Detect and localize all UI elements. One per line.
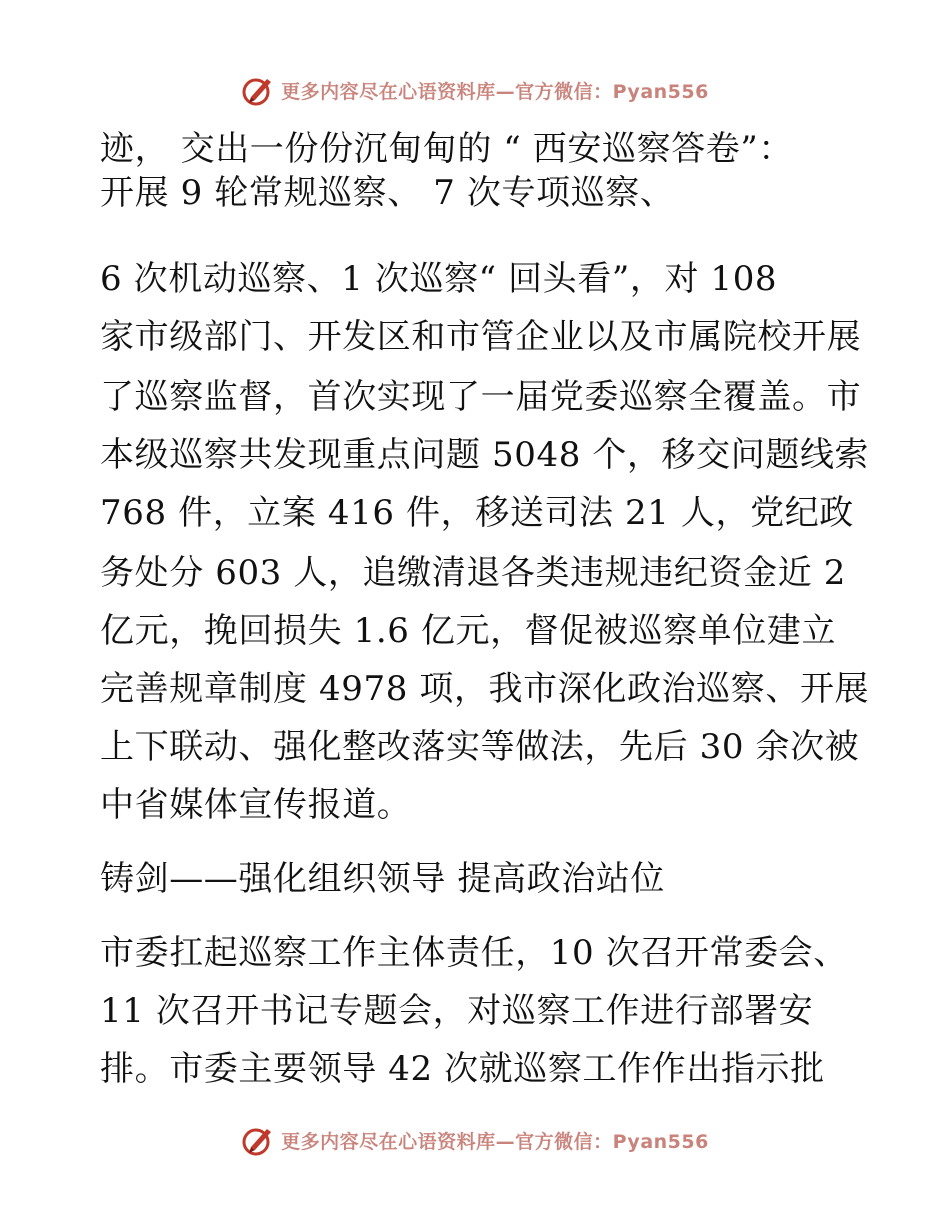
watermark-text: 更多内容尽在心语资料库—官方微信：Pyan556 bbox=[281, 1130, 709, 1153]
text-line-16: 排。市委主要领导 42 次就巡察工作作出指示批 bbox=[100, 1049, 825, 1089]
text-line-14: 市委扛起巡察工作主体责任，10 次召开常委会、 bbox=[100, 933, 848, 973]
text-line-6: 本级巡察共发现重点问题 5048 个，移交问题线索 bbox=[100, 435, 870, 475]
text-line-8: 务处分 603 人，追缴清退各类违规违纪资金近 2 bbox=[100, 553, 846, 593]
text-line-5: 了巡察监督，首次实现了一届党委巡察全覆盖。市 bbox=[100, 377, 862, 417]
text-line-12: 中省媒体宣传报道。 bbox=[100, 785, 412, 825]
text-line-1: 迹， 交出一份份沉甸甸的 “ 西安巡察答卷”： bbox=[100, 129, 793, 169]
text-line-10: 完善规章制度 4978 项，我市深化政治巡察、开展 bbox=[100, 669, 870, 709]
section-heading: 铸剑——强化组织领导 提高政治站位 bbox=[100, 859, 666, 899]
text-line-7: 768 件，立案 416 件，移送司法 21 人，党纪政 bbox=[100, 493, 854, 533]
watermark-header bbox=[0, 70, 950, 110]
pen-logo-icon bbox=[241, 73, 275, 107]
text-line-15: 11 次召开书记专题会，对巡察工作进行部署安 bbox=[100, 991, 814, 1031]
pen-logo-icon bbox=[241, 1123, 275, 1157]
text-line-2: 开展 9 轮常规巡察、 7 次专项巡察、 bbox=[100, 173, 675, 213]
text-line-9: 亿元，挽回损失 1.6 亿元，督促被巡察单位建立 bbox=[100, 611, 837, 651]
watermark-text: 更多内容尽在心语资料库—官方微信：Pyan556 bbox=[281, 80, 709, 103]
text-line-11: 上下联动、强化整改落实等做法，先后 30 余次被 bbox=[100, 727, 860, 767]
text-line-4: 家市级部门、开发区和市管企业以及市属院校开展 bbox=[100, 317, 862, 357]
watermark-footer bbox=[0, 1120, 950, 1160]
text-line-3: 6 次机动巡察、1 次巡察“ 回头看”，对 108 bbox=[100, 259, 778, 299]
